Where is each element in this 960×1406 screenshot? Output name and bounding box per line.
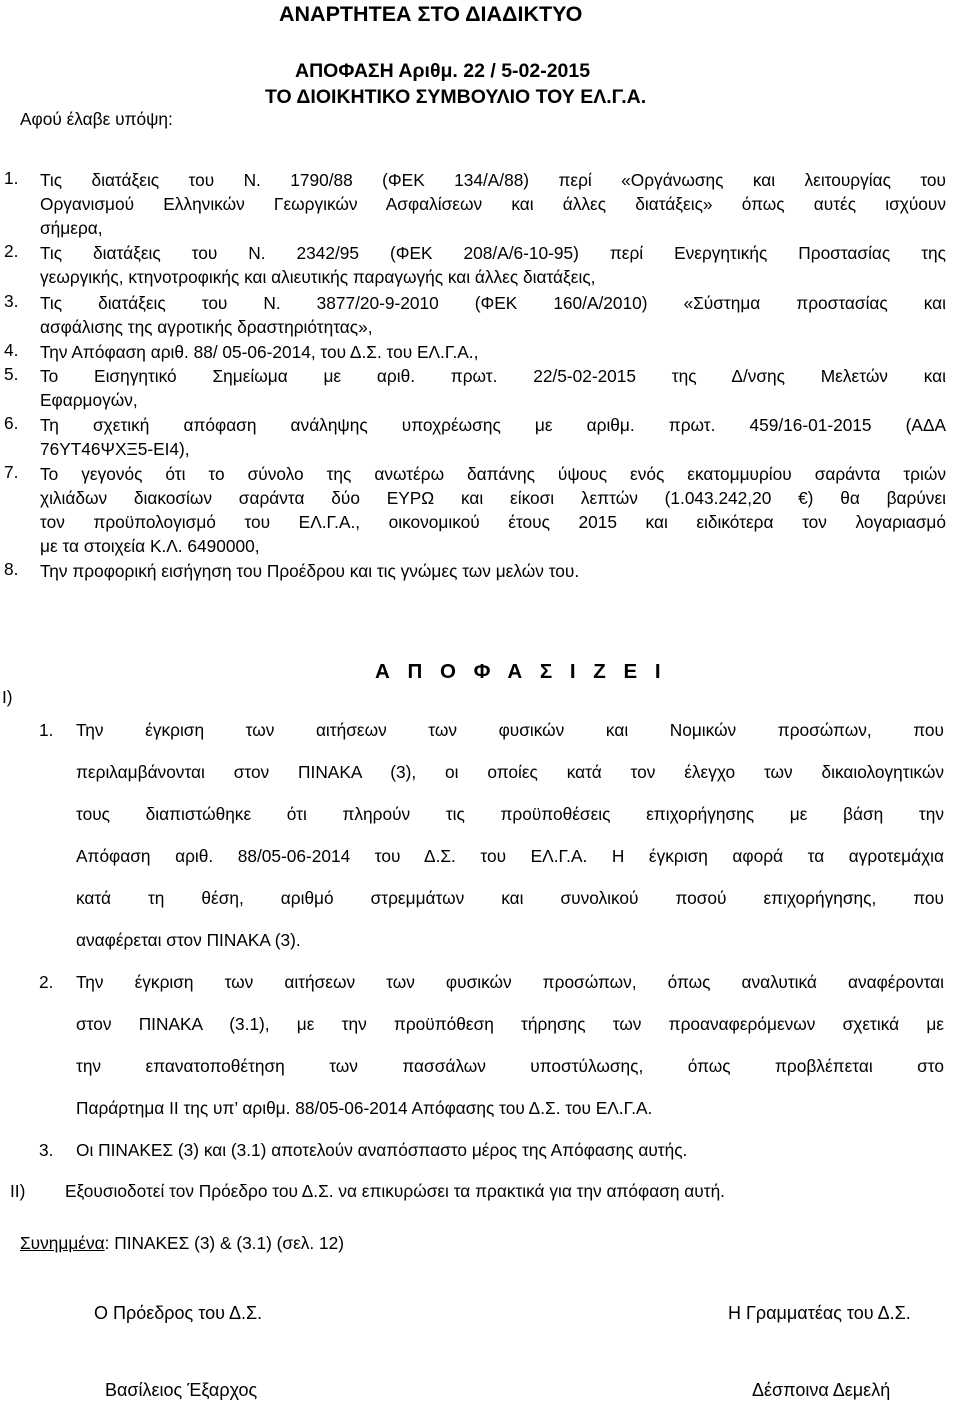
decision-item-line: Την έγκριση των αιτήσεων των φυσικών προσώπων, όπως αναλυτικά αναφέρονται xyxy=(76,972,944,992)
consideration-number: 6. xyxy=(4,413,19,433)
section-two-text: Εξουσιοδοτεί τον Πρόεδρο του Δ.Σ. να επικυρώσει τα πρακτικά για την απόφαση αυτή. xyxy=(65,1181,725,1201)
consideration-number: 2. xyxy=(4,241,19,261)
consideration-line: 76ΥΤ46ΨΧΞ5-ΕΙ4), xyxy=(40,439,190,459)
decision-item-line: τους διαπιστώθηκε ότι πληρούν τις προϋποθέσεις επιχορήγησης με βάση την xyxy=(76,804,944,824)
decision-item-line: Οι ΠΙΝΑΚΕΣ (3) και (3.1) αποτελούν αναπόσπαστο μέρος της Απόφασης αυτής. xyxy=(76,1140,688,1160)
consideration-line: με τα στοιχεία Κ.Λ. 6490000, xyxy=(40,536,260,556)
consideration-line: Τις διατάξεις του Ν. 1790/88 (ΦΕΚ 134/Α/88) περί «Οργάνωσης και λειτουργίας του xyxy=(40,170,946,190)
consideration-line: χιλιάδων διακοσίων σαράντα δύο ΕΥΡΩ και είκοσι λεπτών (1.043.242,20 €) θα βαρύνει xyxy=(40,488,946,508)
section-one-label: Ι) xyxy=(2,687,13,707)
consideration-number: 4. xyxy=(4,340,19,360)
consideration-line: Την Απόφαση αριθ. 88/ 05-06-2014, του Δ.Σ. του ΕΛ.Γ.Α., xyxy=(40,342,479,362)
consideration-line: τον προϋπολογισμό του ΕΛ.Γ.Α., οικονομικού έτους 2015 και ειδικότερα τον λογαριασμό xyxy=(40,512,946,532)
consideration-number: 7. xyxy=(4,462,19,482)
decision-item-line: περιλαμβάνονται στον ΠΙΝΑΚΑ (3), οι οποίες κατά τον έλεγχο των δικαιολογητικών xyxy=(76,762,944,782)
signature-right-name: Δέσποινα Δεμελή xyxy=(752,1380,891,1400)
consideration-line: Τις διατάξεις του Ν. 3877/20-9-2010 (ΦΕΚ 160/Α/2010) «Σύστημα προστασίας και xyxy=(40,293,946,313)
consideration-line: Το γεγονός ότι το σύνολο της ανωτέρω δαπάνης ύψους ενός εκατομμυρίου σαράντα τριών xyxy=(40,464,946,484)
consideration-line: γεωργικής, κτηνοτροφικής και αλιευτικής παραγωγής και άλλες διατάξεις, xyxy=(40,267,596,287)
decision-item-line: Απόφαση αριθ. 88/05-06-2014 του Δ.Σ. του ΕΛ.Γ.Α. Η έγκριση αφορά τα αγροτεμάχια xyxy=(76,846,944,866)
decision-item-number: 1. xyxy=(39,720,54,740)
decision-item-line: Την έγκριση των αιτήσεων των φυσικών και Νομικών προσώπων, που xyxy=(76,720,944,740)
consideration-line: Τη σχετική απόφαση ανάληψης υποχρέωσης με αριθμ. πρωτ. 459/16-01-2015 (ΑΔΑ xyxy=(40,415,946,435)
consideration-number: 8. xyxy=(4,559,19,579)
decision-item-line: κατά τη θέση, αριθμό στρεμμάτων και συνολικού ποσού επιχορήγησης, που xyxy=(76,888,944,908)
consideration-number: 5. xyxy=(4,364,19,384)
consideration-line: Οργανισμού Ελληνικών Γεωργικών Ασφαλίσεων και άλλες διατάξεις» όπως αυτές ισχύουν xyxy=(40,194,946,214)
decision-number: ΑΠΟΦΑΣΗ Αριθμ. 22 / 5-02-2015 xyxy=(295,60,591,82)
board-name: ΤΟ ΔΙΟΙΚΗΤΙΚΟ ΣΥΜΒΟΥΛΙΟ ΤΟΥ ΕΛ.Γ.Α. xyxy=(265,86,647,108)
decision-item-line: στον ΠΙΝΑΚΑ (3.1), με την προϋπόθεση τήρησης των προαναφερόμενων σχετικά με xyxy=(76,1014,944,1034)
consideration-line: Εφαρμογών, xyxy=(40,390,138,410)
consideration-number: 1. xyxy=(4,168,19,188)
signature-left-role: Ο Πρόεδρος του Δ.Σ. xyxy=(94,1303,263,1323)
consideration-line: Την προφορική εισήγηση του Προέδρου και τις γνώμες των μελών του. xyxy=(40,561,580,581)
consideration-line: ασφάλισης της αγροτικής δραστηριότητας», xyxy=(40,317,373,337)
attachments-text: : ΠΙΝΑΚΕΣ (3) & (3.1) (σελ. 12) xyxy=(104,1233,344,1253)
decision-item-line: Παράρτημα ΙΙ της υπ’ αριθμ. 88/05-06-2014 Απόφασης του Δ.Σ. του ΕΛ.Γ.Α. xyxy=(76,1098,653,1118)
decision-item-number: 2. xyxy=(39,972,54,992)
consideration-number: 3. xyxy=(4,291,19,311)
consideration-line: Τις διατάξεις του Ν. 2342/95 (ΦΕΚ 208/Α/6-10-95) περί Ενεργητικής Προστασίας της xyxy=(40,243,946,263)
publish-notice: ΑΝΑΡΤΗΤΕΑ ΣΤΟ ΔΙΑΔΙΚΤΥΟ xyxy=(279,2,583,26)
decision-item-line: την επανατοποθέτηση των πασσάλων υποστύλωσης, όπως προβλέπεται στο xyxy=(76,1056,944,1076)
decision-item-line: αναφέρεται στον ΠΙΝΑΚΑ (3). xyxy=(76,930,301,950)
attachments xyxy=(20,1231,344,1255)
signature-right-role: Η Γραμματέας του Δ.Σ. xyxy=(728,1303,911,1323)
signature-left-name: Βασίλειος Έξαρχος xyxy=(105,1380,258,1400)
considering-label: Αφού έλαβε υπόψη: xyxy=(20,109,173,129)
decision-title: Α Π Ο Φ Α Σ Ι Ζ Ε Ι xyxy=(375,660,667,683)
decision-item-number: 3. xyxy=(39,1140,54,1160)
consideration-line: Το Εισηγητικό Σημείωμα με αριθ. πρωτ. 22/5-02-2015 της Δ/νσης Μελετών και xyxy=(40,366,946,386)
section-two-label: ΙΙ) xyxy=(10,1181,26,1201)
consideration-line: σήμερα, xyxy=(40,218,103,238)
attachments-label: Συνημμένα xyxy=(20,1233,105,1253)
